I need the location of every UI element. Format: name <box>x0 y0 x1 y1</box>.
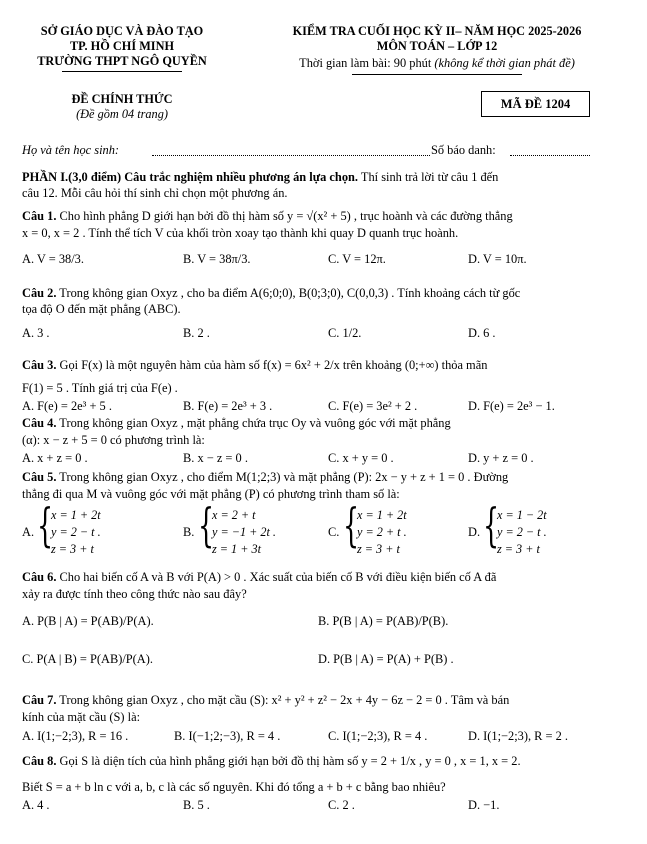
question-8-line-2: Biết S = a + b ln c với a, b, c là các số nguyên. Khi đó tổng a + b + c bằng bao nhiêu? <box>22 780 446 794</box>
q5-option-b-label[interactable]: B. <box>183 525 195 539</box>
student-id-field[interactable] <box>510 155 590 156</box>
question-3-line-2: F(1) = 5 . Tính giá trị của F(e) . <box>22 381 178 395</box>
q6-option-c[interactable]: C. P(A | B) = P(AB)/P(A). <box>22 652 153 666</box>
exam-code-box <box>481 91 590 117</box>
q1-option-a[interactable]: A. V = 38/3. <box>22 252 84 266</box>
q5-option-c-row-3: z = 3 + t <box>357 542 400 556</box>
exam-title: KIỂM TRA CUỐI HỌC KỲ II– NĂM HỌC 2025-2026 <box>292 24 582 38</box>
q7-option-c[interactable]: C. I(1;−2;3), R = 4 . <box>328 729 428 743</box>
school-name: TRƯỜNG THPT NGÔ QUYỀN <box>37 54 207 68</box>
question-1-line-1: Cho hình phẳng D giới hạn bởi đồ thị hàm số y = √(x² + 5) , trục hoành và các đường thẳng <box>56 209 513 223</box>
q5-option-a-system[interactable] <box>37 498 147 560</box>
q6-option-b[interactable]: B. P(B | A) = P(AB)/P(B). <box>318 614 449 628</box>
title-underline <box>352 74 522 75</box>
student-name-field[interactable] <box>152 155 430 156</box>
exam-time <box>242 56 632 70</box>
q2-option-d[interactable]: D. 6 . <box>468 326 496 340</box>
q4-option-a[interactable]: A. x + z = 0 . <box>22 451 88 465</box>
question-6-number: Câu 6. <box>22 570 57 584</box>
q7-option-a[interactable]: A. I(1;−2;3), R = 16 . <box>22 729 129 743</box>
q5-option-b-system[interactable] <box>198 498 318 560</box>
question-8 <box>22 754 521 768</box>
q3-option-b[interactable]: B. F(e) = 2e³ + 3 . <box>183 399 273 413</box>
q1-option-c[interactable]: C. V = 12π. <box>328 252 386 266</box>
question-7 <box>22 693 509 707</box>
q5-option-c-row-1: x = 1 + 2t <box>357 508 407 522</box>
q1-option-d[interactable]: D. V = 10π. <box>468 252 527 266</box>
page-count: (Đề gồm 04 trang) <box>76 107 168 121</box>
q7-option-b[interactable]: B. I(−1;2;−3), R = 4 . <box>174 729 281 743</box>
q4-option-d[interactable]: D. y + z = 0 . <box>468 451 534 465</box>
question-5-line-1: Trong không gian Oxyz , cho điểm M(1;2;3) và mặt phẳng (P): 2x − y + z + 1 = 0 . Đường <box>56 470 509 484</box>
question-4-line-2: (α): x − z + 5 = 0 có phương trình là: <box>22 433 205 447</box>
q5-option-c-brace: { <box>343 498 360 552</box>
q5-option-a-row-1: x = 1 + 2t <box>51 508 101 522</box>
student-name-label: Họ và tên học sinh: <box>22 143 120 157</box>
question-3-line-1: Gọi F(x) là một nguyên hàm của hàm số f(x) = 6x² + 2/x trên khoảng (0;+∞) thỏa mãn <box>56 358 488 372</box>
q1-option-b[interactable]: B. V = 38π/3. <box>183 252 251 266</box>
q5-option-b-brace: { <box>198 498 215 552</box>
q5-option-c-label[interactable]: C. <box>328 525 340 539</box>
question-2 <box>22 286 520 300</box>
question-6 <box>22 570 496 584</box>
q2-option-c[interactable]: C. 1/2. <box>328 326 362 340</box>
q5-option-b-row-2: y = −1 + 2t . <box>212 525 276 539</box>
q4-option-b[interactable]: B. x − z = 0 . <box>183 451 248 465</box>
question-7-line-1: Trong không gian Oxyz , cho mặt cầu (S): x² + y² + z² − 2x + 4y − 6z − 2 = 0 . Tâm và bán <box>56 693 510 707</box>
q5-option-c-row-2: y = 2 + t . <box>357 525 407 539</box>
part1-instruction-1: Thí sinh trả lời từ câu 1 đến <box>358 170 499 184</box>
q2-option-a[interactable]: A. 3 . <box>22 326 50 340</box>
question-1-number: Câu 1. <box>22 209 57 223</box>
part1-title: PHẦN I.(3,0 điểm) Câu trắc nghiệm nhiều phương án lựa chọn. <box>22 170 359 184</box>
question-4-number: Câu 4. <box>22 416 57 430</box>
question-4 <box>22 416 451 430</box>
q5-option-a-label[interactable]: A. <box>22 525 35 539</box>
question-5 <box>22 470 508 484</box>
q2-option-b[interactable]: B. 2 . <box>183 326 210 340</box>
q3-option-a[interactable]: A. F(e) = 2e³ + 5 . <box>22 399 112 413</box>
q5-option-d-row-2: y = 2 − t . <box>497 525 547 539</box>
question-2-number: Câu 2. <box>22 286 57 300</box>
q5-option-d-label[interactable]: D. <box>468 525 481 539</box>
question-6-line-2: xảy ra được tính theo công thức nào sau đây? <box>22 587 247 601</box>
q8-option-a[interactable]: A. 4 . <box>22 798 50 812</box>
q5-option-a-row-2: y = 2 − t . <box>51 525 101 539</box>
q5-option-a-brace: { <box>37 498 54 552</box>
question-7-number: Câu 7. <box>22 693 57 707</box>
q5-option-a-row-3: z = 3 + t <box>51 542 94 556</box>
official-label: ĐỀ CHÍNH THỨC <box>71 92 173 106</box>
exam-time-note: (không kể thời gian phát đề) <box>434 56 575 70</box>
q8-option-c[interactable]: C. 2 . <box>328 798 355 812</box>
question-8-number: Câu 8. <box>22 754 57 768</box>
question-6-line-1: Cho hai biến cố A và B với P(A) > 0 . Xác suất của biến cố B với điều kiện biến cố A đã <box>56 570 497 584</box>
question-7-line-2: kính của mặt cầu (S) là: <box>22 710 141 724</box>
q5-option-d-row-1: x = 1 − 2t <box>497 508 547 522</box>
q5-option-b-row-1: x = 2 + t <box>212 508 256 522</box>
exam-subject: MÔN TOÁN – LỚP 12 <box>376 39 498 53</box>
part1-instruction-2: câu 12. Mỗi câu hỏi thí sinh chỉ chọn một phương án. <box>22 186 288 200</box>
question-3-number: Câu 3. <box>22 358 57 372</box>
question-2-line-1: Trong không gian Oxyz , cho ba điểm A(6;0;0), B(0;3;0), C(0,0,3) . Tính khoảng cách từ gốc <box>56 286 521 300</box>
q3-option-c[interactable]: C. F(e) = 3e² + 2 . <box>328 399 418 413</box>
q6-option-d[interactable]: D. P(B | A) = P(A) + P(B) . <box>318 652 454 666</box>
exam-time-text: Thời gian làm bài: 90 phút <box>299 56 435 70</box>
q5-option-d-system[interactable] <box>483 498 593 560</box>
department-line-2: TP. HỒ CHÍ MINH <box>69 39 175 53</box>
question-5-line-2: thẳng đi qua M và vuông góc với mặt phẳng (P) có phương trình tham số là: <box>22 487 400 501</box>
question-2-line-2: tọa độ O đến mặt phẳng (ABC). <box>22 302 181 316</box>
department-line-1: SỞ GIÁO DỤC VÀ ĐÀO TẠO <box>40 24 204 38</box>
q3-option-d[interactable]: D. F(e) = 2e³ − 1. <box>468 399 555 413</box>
question-3 <box>22 358 487 372</box>
question-1 <box>22 209 513 223</box>
exam-code: MÃ ĐỀ 1204 <box>500 97 571 111</box>
question-1-line-2: x = 0, x = 2 . Tính thể tích V của khối tròn xoay tạo thành khi quay D quanh trục hoành. <box>22 226 459 240</box>
q4-option-c[interactable]: C. x + y = 0 . <box>328 451 394 465</box>
part1-heading <box>22 170 498 184</box>
question-4-line-1: Trong không gian Oxyz , mặt phẳng chứa trục Oy và vuông góc với mặt phẳng <box>56 416 451 430</box>
q5-option-c-system[interactable] <box>343 498 453 560</box>
q5-option-d-brace: { <box>483 498 500 552</box>
q5-option-b-row-3: z = 1 + 3t <box>212 542 261 556</box>
question-8-line-1: Gọi S là diện tích của hình phẳng giới hạn bởi đồ thị hàm số y = 2 + 1/x , y = 0 , x = 1, x = 2. <box>56 754 521 768</box>
q6-option-a[interactable]: A. P(B | A) = P(AB)/P(A). <box>22 614 154 628</box>
question-5-number: Câu 5. <box>22 470 57 484</box>
q8-option-b[interactable]: B. 5 . <box>183 798 210 812</box>
student-id-label: Số báo danh: <box>431 143 496 157</box>
school-underline <box>62 71 182 72</box>
q5-option-d-row-3: z = 3 + t <box>497 542 540 556</box>
q8-option-d[interactable]: D. −1. <box>468 798 500 812</box>
q7-option-d[interactable]: D. I(1;−2;3), R = 2 . <box>468 729 569 743</box>
